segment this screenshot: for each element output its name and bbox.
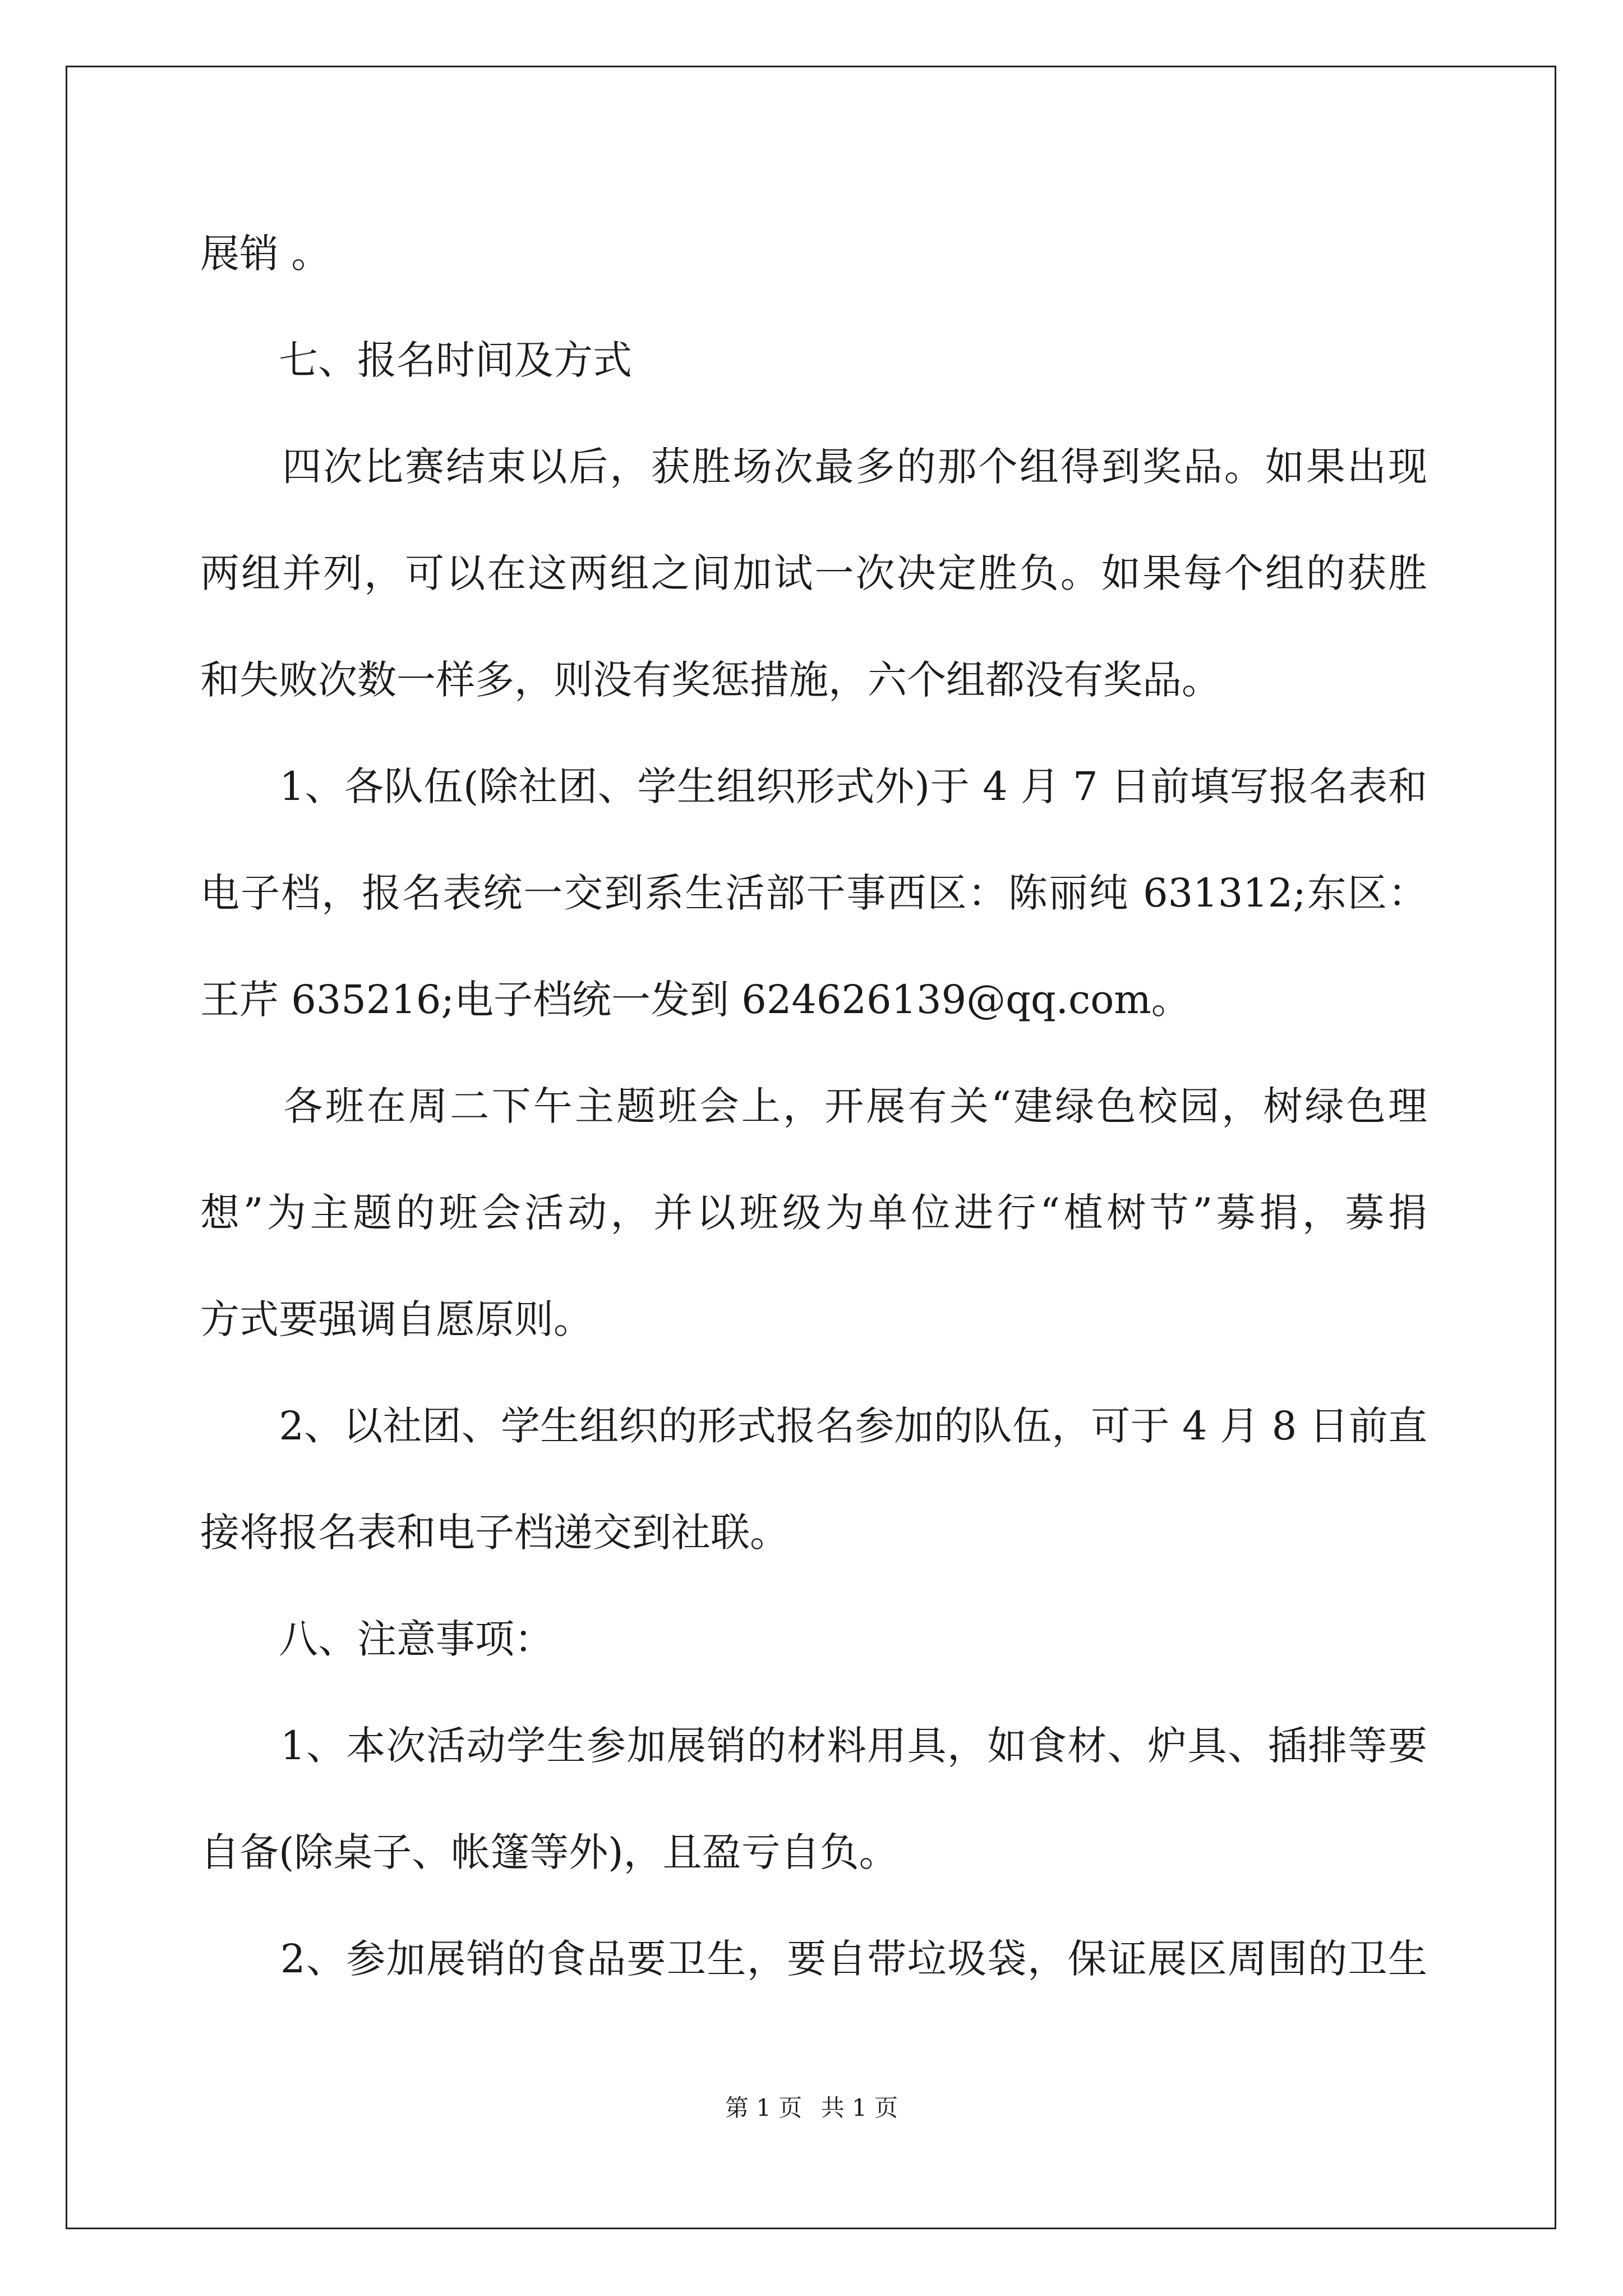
text-line: 电子档，报名表统一交到系生活部干事西区：陈丽纯 631312;东区：	[200, 870, 1427, 916]
text-line: 想”为主题的班会活动，并以班级为单位进行“植树节”募捐，募捐	[200, 1190, 1427, 1236]
text-line: 自备(除桌子、帐篷等外)，且盈亏自负。	[200, 1829, 898, 1875]
text-line: 和失败次数一样多，则没有奖惩措施，六个组都没有奖品。	[200, 657, 1221, 703]
text-line: 各班在周二下午主题班会上，开展有关“建绿色校园，树绿色理	[200, 1083, 1427, 1129]
page-border	[66, 66, 1556, 2229]
text-line: 四次比赛结束以后，获胜场次最多的那个组得到奖品。如果出现	[200, 444, 1427, 490]
page-number: 第 1 页	[725, 2094, 803, 2122]
text-line: 王芹 635216;电子档统一发到 624626139@qq.com。	[200, 977, 1191, 1023]
text-line: 展销 。	[200, 231, 331, 277]
text-line: 两组并列，可以在这两组之间加试一次决定胜负。如果每个组的获胜	[200, 550, 1427, 596]
page-total: 共 1 页	[820, 2094, 898, 2122]
text-line: 2、参加展销的食品要卫生，要自带垃圾袋，保证展区周围的卫生	[200, 1936, 1427, 1982]
text-line: 2、以社团、学生组织的形式报名参加的队伍，可于 4 月 8 日前直	[200, 1403, 1427, 1449]
text-line: 方式要强调自愿原则。	[200, 1296, 593, 1342]
text-line: 接将报名表和电子档递交到社联。	[200, 1510, 789, 1556]
text-line: 1、各队伍(除社团、学生组织形式外)于 4 月 7 日前填写报名表和	[200, 763, 1427, 809]
section-heading: 八、注意事项：	[200, 1616, 554, 1662]
page-footer	[0, 2091, 1623, 2125]
section-heading: 七、报名时间及方式	[200, 337, 632, 383]
text-line: 1、本次活动学生参加展销的材料用具，如食材、炉具、插排等要	[200, 1723, 1427, 1769]
